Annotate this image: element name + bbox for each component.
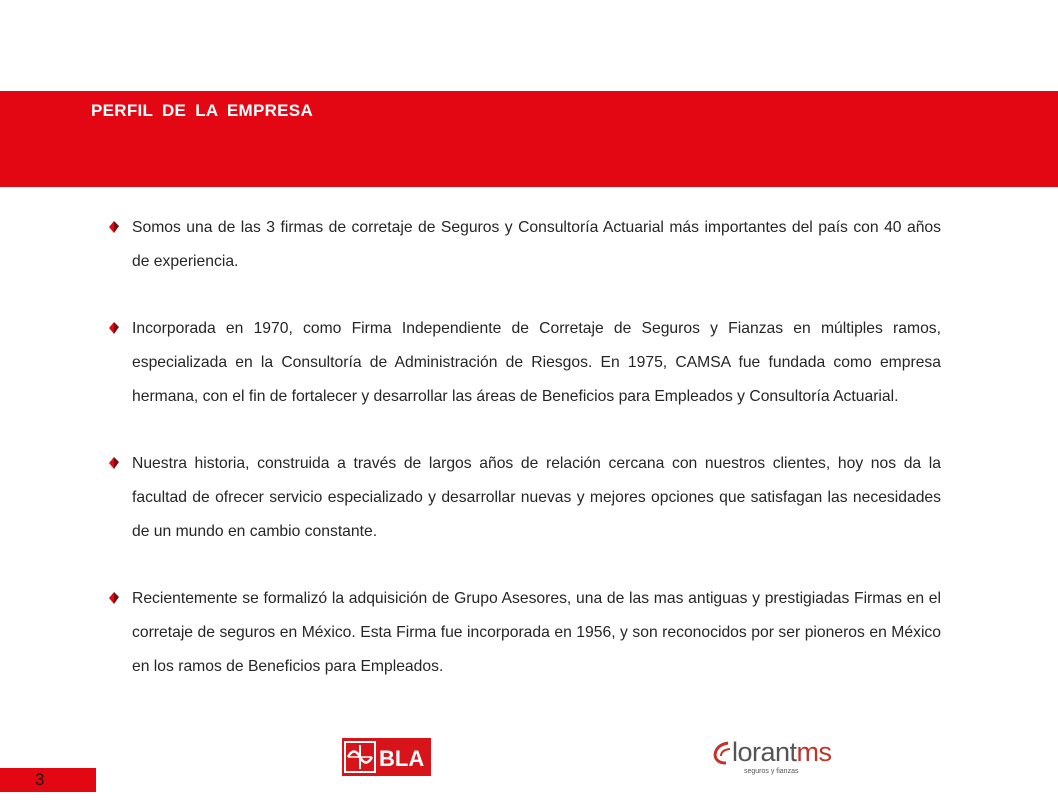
lorant-mark-icon [712,741,734,765]
red-arrow-bullet-icon [108,457,120,469]
list-item [108,312,941,414]
content-area [108,211,941,717]
title-band [0,91,1058,187]
list-item [108,211,941,279]
page-number: 3 [35,770,45,789]
ms-text: ms [796,737,832,767]
page-number-badge [0,768,96,792]
lorant-tagline: seguros y fianzas [744,768,799,775]
bla-logo [342,738,431,776]
red-arrow-bullet-icon [108,221,120,233]
list-item [108,582,941,684]
lorant-text: lorant [732,737,797,767]
page-title: PERFIL DE LA EMPRESA [91,101,314,120]
lorantms-wordmark [732,737,832,768]
paragraph-text: Nuestra historia, construida a través de largos años de relación cercana con nuestros clientes, hoy nos da la facultad de ofrecer servicio especializado y desarrollar nuevas y mejores opciones que satisfagan las necesidades de un mundo en cambio constante. [132,455,941,540]
bla-logo-text: BLA [379,746,425,771]
paragraph-text: Somos una de las 3 firmas de corretaje de Seguros y Consultoría Actuarial más importantes del país con 40 años de experiencia. [132,219,941,270]
paragraph-text: Recientemente se formalizó la adquisición de Grupo Asesores, una de las mas antiguas y prestigiadas Firmas en el corretaje de seguros en México. Esta Firma fue incorporada en 1956, y son reconocidos por ser pioneros en México en los ramos de Beneficios para Empleados. [132,590,941,675]
red-arrow-bullet-icon [108,322,120,334]
red-arrow-bullet-icon [108,592,120,604]
list-item [108,447,941,549]
paragraph-text: Incorporada en 1970, como Firma Independiente de Corretaje de Seguros y Fianzas en múltiples ramos, especializada en la Consultoría de Administración de Riesgos. En 1975, CAMSA fue fundada como empresa hermana, con el fin de fortalecer y desarrollar las áreas de Beneficios para Empleados y Consultoría Actuarial. [132,320,941,405]
lorantms-logo [712,733,862,783]
